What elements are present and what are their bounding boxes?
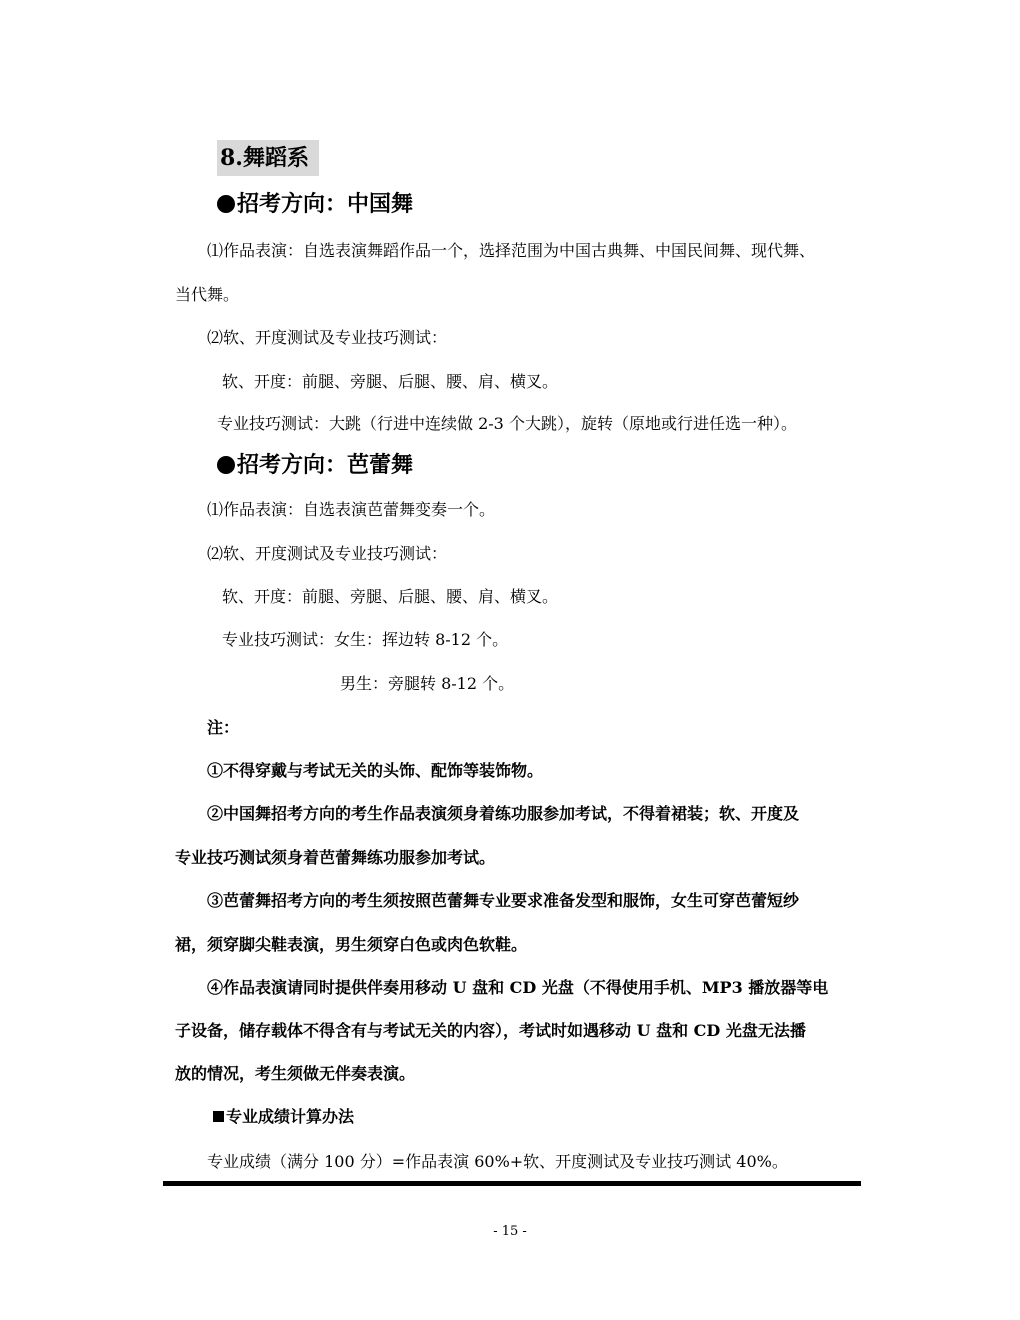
paragraph: ⑴作品表演：自选表演芭蕾舞变奏一个。: [207, 500, 496, 519]
scoring-heading: 专业成绩计算办法: [213, 1104, 354, 1127]
notes-label: 注：: [207, 718, 240, 737]
heading-ballet: 招考方向：芭蕾舞: [217, 448, 413, 479]
paragraph: 专业技巧测试：女生：挥边转 8-12 个。: [222, 630, 509, 649]
paragraph: 男生：旁腿转 8-12 个。: [340, 674, 515, 693]
paragraph: ⑵软、开度测试及专业技巧测试：: [207, 328, 448, 347]
note-line: ④作品表演请同时提供伴奏用移动 U 盘和 CD 光盘（不得使用手机、MP3 播放器等电: [207, 978, 829, 997]
note-line: 裙，须穿脚尖鞋表演，男生须穿白色或肉色软鞋。: [175, 935, 528, 954]
paragraph: 当代舞。: [175, 285, 240, 304]
note-line: ②中国舞招考方向的考生作品表演须身着练功服参加考试，不得着裙装；软、开度及: [207, 804, 800, 823]
heading-chinese-dance: 招考方向：中国舞: [217, 187, 413, 218]
footer-rule: [163, 1181, 861, 1186]
note-line: 专业技巧测试须身着芭蕾舞练功服参加考试。: [175, 848, 496, 867]
scoring-text: 专业成绩（满分 100 分）=作品表演 60%+软、开度测试及专业技巧测试 40%。: [207, 1152, 788, 1171]
section-title: 8.舞蹈系: [217, 140, 319, 176]
bullet-icon: [217, 456, 235, 474]
note-line: ①不得穿戴与考试无关的头饰、配饰等装饰物。: [207, 761, 544, 780]
square-bullet-icon: [213, 1111, 224, 1122]
note-line: ③芭蕾舞招考方向的考生须按照芭蕾舞专业要求准备发型和服饰，女生可穿芭蕾短纱: [207, 891, 800, 910]
paragraph: ⑵软、开度测试及专业技巧测试：: [207, 544, 448, 563]
paragraph: 专业技巧测试：大跳（行进中连续做 2-3 个大跳），旋转（原地或行进任选一种）。: [217, 414, 797, 433]
note-line: 子设备，储存载体不得含有与考试无关的内容），考试时如遇移动 U 盘和 CD 光盘无法播: [175, 1021, 806, 1040]
paragraph: 软、开度：前腿、旁腿、后腿、腰、肩、横叉。: [222, 372, 559, 391]
paragraph: ⑴作品表演：自选表演舞蹈作品一个，选择范围为中国古典舞、中国民间舞、现代舞、: [207, 241, 816, 260]
page-number: - 15 -: [493, 1224, 527, 1239]
note-line: 放的情况，考生须做无伴奏表演。: [175, 1064, 416, 1083]
paragraph: 软、开度：前腿、旁腿、后腿、腰、肩、横叉。: [222, 587, 559, 606]
bullet-icon: [217, 195, 235, 213]
